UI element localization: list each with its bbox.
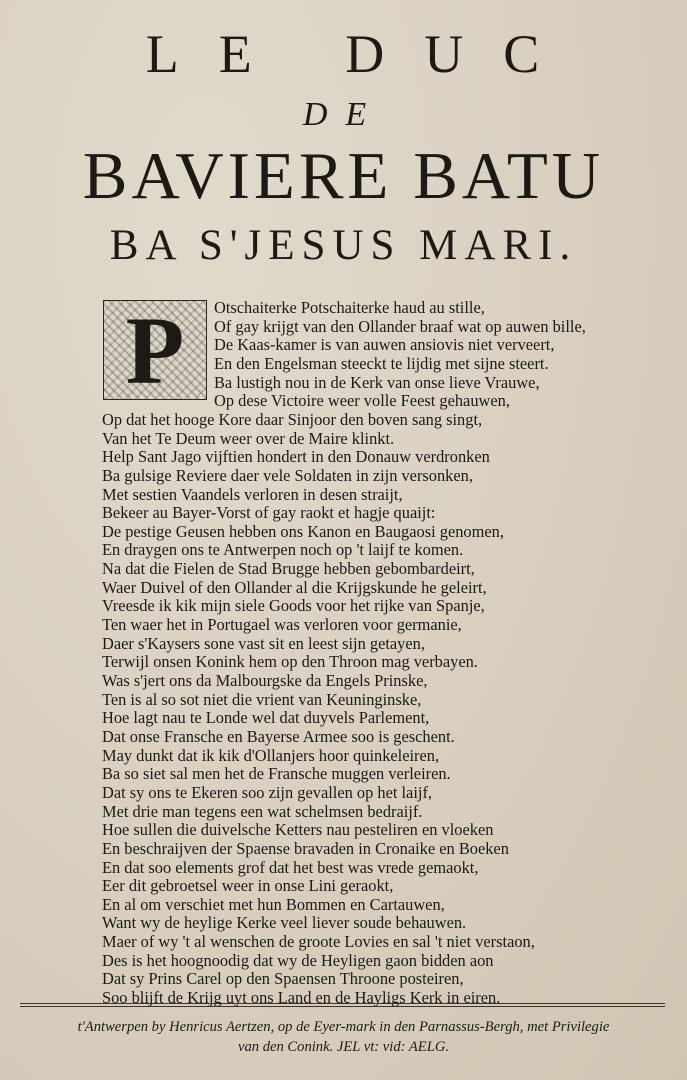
- divider-rule: [20, 1003, 665, 1004]
- poem-line: Maer of wy 't al wenschen de groote Lovies en sal 't niet verstaon,: [102, 932, 535, 952]
- poem-line: May dunkt dat ik kik d'Ollanjers hoor quinkeleiren,: [102, 745, 440, 765]
- poem-line: Ba lustigh nou in de Kerk van onse lieve Vrauwe,: [214, 372, 540, 392]
- poem-line: Dat onse Fransche en Bayerse Armee soo is geschent.: [102, 726, 455, 746]
- poem-line: Van het Te Deum weer over de Maire klinkt.: [102, 428, 395, 448]
- imprint-line-1: t'Antwerpen by Henricus Aertzen, op de Eyer-mark in den Parnassus-Bergh, met Privilegie: [77, 1019, 610, 1035]
- poem-line: Met sestien Vaandels verloren in desen straijt,: [102, 484, 403, 504]
- divider-rule: [20, 1006, 665, 1007]
- poem-line: En dat soo elements grof dat het best was vrede gemaokt,: [102, 857, 479, 877]
- poem-line: Ba gulsige Reviere daer vele Soldaten in zijn versonken,: [102, 465, 473, 485]
- poem-line: Dat sy ons te Ekeren soo zijn gevallen op het laijf,: [102, 782, 432, 802]
- poem-line: Otschaiterke Potschaiterke haud au stille,: [214, 298, 485, 317]
- poem-line: Terwijl onsen Konink hem op den Throon mag verbayen.: [102, 652, 478, 672]
- poem-line: Waer Duivel of den Ollander al die Krijgskunde he geleirt,: [102, 577, 487, 597]
- poem-line: Daer s'Kaysers sone vast sit en leest sijn getayen,: [102, 633, 425, 653]
- poem-line: Hoe lagt nau te Londe wel dat duyvels Parlement,: [102, 708, 430, 728]
- poem-line: Dat sy Prins Carel op den Spaensen Throone posteiren,: [102, 969, 464, 989]
- poem-line: Hoe sullen die duivelsche Ketters nau pesteliren en vloeken: [102, 820, 494, 840]
- initial-letter: P: [125, 297, 185, 404]
- poem-line: En beschraijven der Spaense bravaden in Cronaike en Boeken: [102, 838, 509, 858]
- title-line-4: BA S'JESUS MARI.: [109, 222, 578, 269]
- poem-line: Des is het hoognoodig dat wy de Heyligen gaon bidden aon: [102, 950, 494, 970]
- title-line-2: DE: [302, 96, 385, 133]
- title-line-1: LE DUC: [145, 24, 580, 84]
- poem-line: Was s'jert ons da Malbourgske da Engels Prinske,: [102, 671, 428, 690]
- title-line-3: BAVIERE BATU: [82, 139, 605, 213]
- poem-line: Ba so siet sal men het de Fransche muggen verleiren.: [102, 764, 451, 784]
- poem-line: Vreesde ik kik mijn siele Goods voor het rijke van Spanje,: [102, 596, 485, 616]
- poem-line: Of gay krijgt van den Ollander braaf wat op auwen bille,: [214, 316, 586, 336]
- poem-line: Soo blijft de Krijg uyt ons Land en de Hayligs Kerk in eiren.: [102, 988, 501, 1008]
- poem-line: Na dat die Fielen de Stad Brugge hebben gebombardeirt,: [102, 559, 475, 579]
- imprint-line-2: van den Conink. JEL vt: vid: AELG.: [237, 1039, 450, 1055]
- poem-line: En den Engelsman steeckt te lijdig met sijne steert.: [214, 353, 549, 373]
- poem-line: De Kaas-kamer is van auwen ansiovis niet verveert,: [214, 335, 555, 355]
- poem-line: Eer dit gebroetsel weer in onse Lini geraokt,: [102, 876, 394, 896]
- poem-line: De pestige Geusen hebben ons Kanon en Baugaosi genomen,: [102, 521, 504, 541]
- poem-line: Bekeer au Bayer-Vorst of gay raokt et hagje quaijt:: [102, 503, 436, 523]
- poem-line: En al om verschiet met hun Bommen en Cartauwen,: [102, 894, 445, 914]
- poem-line: Op dat het hooge Kore daar Sinjoor den boven sang singt,: [102, 409, 483, 429]
- poem-line: Met drie man tegens een wat schelmsen bedraijf.: [102, 801, 423, 821]
- poem-line: Op dese Victoire weer volle Feest gehauwen,: [214, 391, 510, 411]
- poem-line: Help Sant Jago vijftien hondert in den Donauw verdronken: [102, 447, 490, 467]
- poem-line: Ten is al so sot niet die vrient van Keuninginske,: [102, 689, 422, 709]
- poem-line: Want wy de heylige Kerke veel liever soude behauwen.: [102, 913, 467, 933]
- decorated-initial: [103, 297, 207, 404]
- poem-line: Ten waer het in Portugael was verloren voor germanie,: [102, 615, 462, 635]
- poem-line: En draygen ons te Antwerpen noch op 't laijf te komen.: [102, 540, 464, 560]
